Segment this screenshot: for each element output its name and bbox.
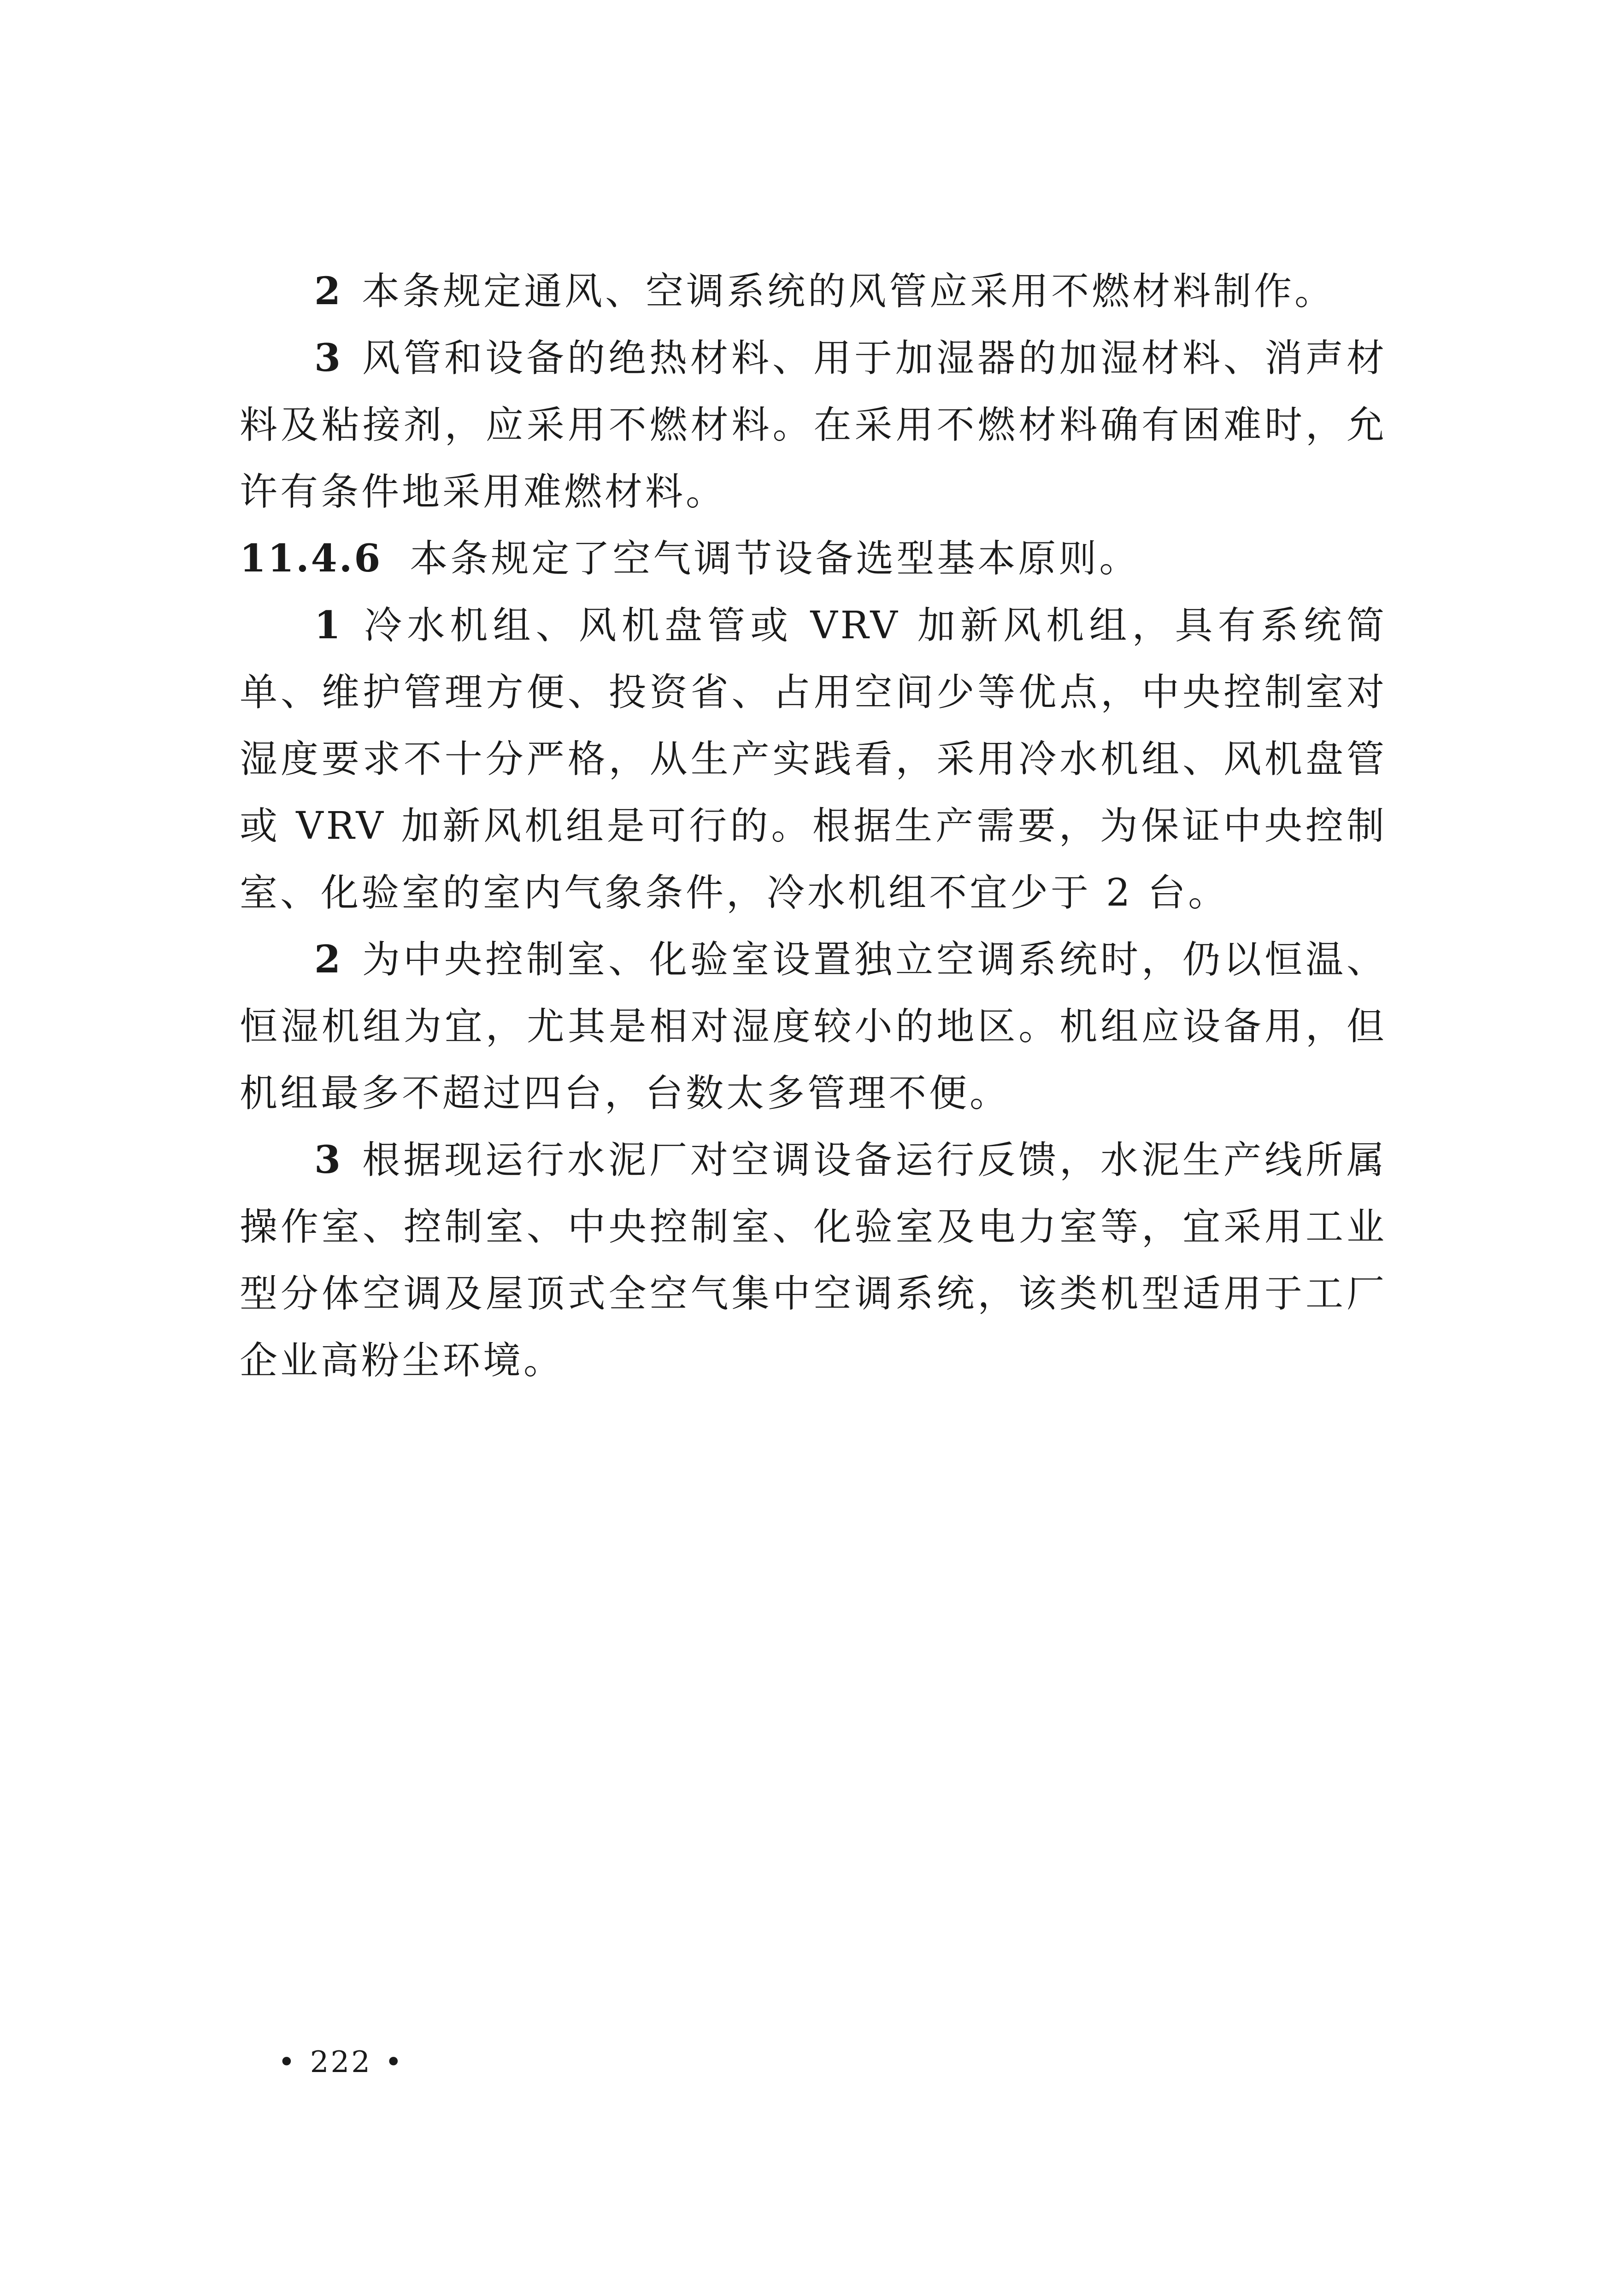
clause-paragraph xyxy=(240,525,1387,592)
item-number: 2 xyxy=(314,937,344,982)
bullet-dot: • xyxy=(278,2045,297,2079)
clause-number: 11.4.6 xyxy=(240,536,382,581)
page-number: 222 xyxy=(310,2045,372,2079)
page-footer xyxy=(265,2045,417,2079)
paragraph-text: 冷水机组、风机盘管或 VRV 加新风机组，具有系统简单、维护管理方便、投资省、占用空间少等优点，中央控制室对湿度要求不十分严格，从生产实践看，采用冷水机组、风机盘管或 VRV 加新风机组是可行的。根据生产需要，为保证中央控制室、化验室的室内气象条件，冷水机组不宜少于 2 台。 xyxy=(240,604,1387,915)
item-number: 3 xyxy=(314,1138,344,1182)
item-number: 2 xyxy=(314,269,344,313)
paragraph-text: 风管和设备的绝热材料、用于加湿器的加湿材料、消声材料及粘接剂，应采用不燃材料。在采用不燃材料确有困难时，允许有条件地采用难燃材料。 xyxy=(240,336,1387,514)
paragraph-text: 根据现运行水泥厂对空调设备运行反馈，水泥生产线所属操作室、控制室、中央控制室、化验室及电力室等，宜采用工业型分体空调及屋顶式全空气集中空调系统，该类机型适用于工厂企业高粉尘环境。 xyxy=(240,1138,1387,1383)
item-paragraph xyxy=(240,1127,1387,1394)
paragraph-text: 本条规定了空气调节设备选型基本原则。 xyxy=(410,537,1140,581)
item-number: 3 xyxy=(314,336,344,380)
item-paragraph xyxy=(240,325,1387,525)
paragraph-text: 为中央控制室、化验室设置独立空调系统时，仍以恒温、恒湿机组为宜，尤其是相对湿度较小的地区。机组应设备用，但机组最多不超过四台，台数太多管理不便。 xyxy=(240,938,1387,1115)
bullet-dot: • xyxy=(384,2045,404,2079)
page-body xyxy=(240,258,1387,1394)
item-paragraph xyxy=(240,258,1387,325)
item-paragraph xyxy=(240,926,1387,1127)
item-paragraph xyxy=(240,592,1387,926)
paragraph-text: 本条规定通风、空调系统的风管应采用不燃材料制作。 xyxy=(362,270,1335,313)
item-number: 1 xyxy=(314,603,344,648)
